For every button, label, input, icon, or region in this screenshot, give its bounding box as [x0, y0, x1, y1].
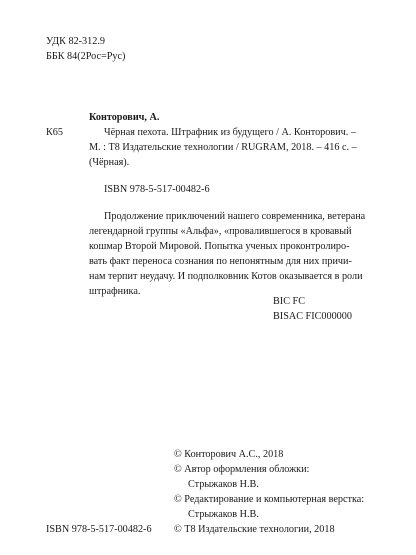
- annotation-line-2: легендарной группы «Альфа», «провалившегося в кровавый: [89, 226, 352, 237]
- annotation-line-4: вать факт переноса сознания по непонятным для них причи-: [89, 256, 352, 267]
- annotation-line-1: Продолжение приключений нашего современника, ветерана: [104, 211, 366, 222]
- annotation-line-5: нам терпит неудачу. И подполковник Котов оказывается в роли: [89, 271, 363, 282]
- description-line-3: (Чёрная).: [89, 157, 130, 168]
- copyright-line-5: Стрыжаков Н.В.: [188, 509, 259, 520]
- isbn-bottom: ISBN 978-5-517-00482-6: [46, 524, 152, 535]
- copyright-line-1: © Конторович А.С., 2018: [174, 449, 284, 460]
- copyright-line-4: © Редактирование и компьютерная верстка:: [174, 494, 365, 505]
- bisac-code: BISAC FIC000000: [273, 311, 352, 322]
- copyright-line-3: Стрыжаков Н.В.: [188, 479, 259, 490]
- annotation-line-6: штрафника.: [89, 286, 141, 297]
- udk-code: УДК 82-312.9: [46, 36, 105, 47]
- description-line-2: М. : Т8 Издательские технологии / RUGRAM, 2018. – 416 с. –: [89, 142, 357, 153]
- description-line-1: Чёрная пехота. Штрафник из будущего / А. Конторович. –: [104, 127, 356, 138]
- book-author: Конторович, А.: [89, 112, 160, 123]
- bbk-code: ББК 84(2Рос=Рус): [46, 51, 126, 62]
- annotation-line-3: кошмар Второй Мировой. Попытка ученых проконтролиро-: [89, 241, 350, 252]
- isbn: ISBN 978-5-517-00482-6: [104, 184, 210, 195]
- bic-code: BIC FC: [273, 296, 305, 307]
- author-mark: К65: [46, 127, 63, 138]
- copyright-line-6: © Т8 Издательские технологии, 2018: [174, 524, 335, 535]
- copyright-line-2: © Автор оформления обложки:: [174, 464, 310, 475]
